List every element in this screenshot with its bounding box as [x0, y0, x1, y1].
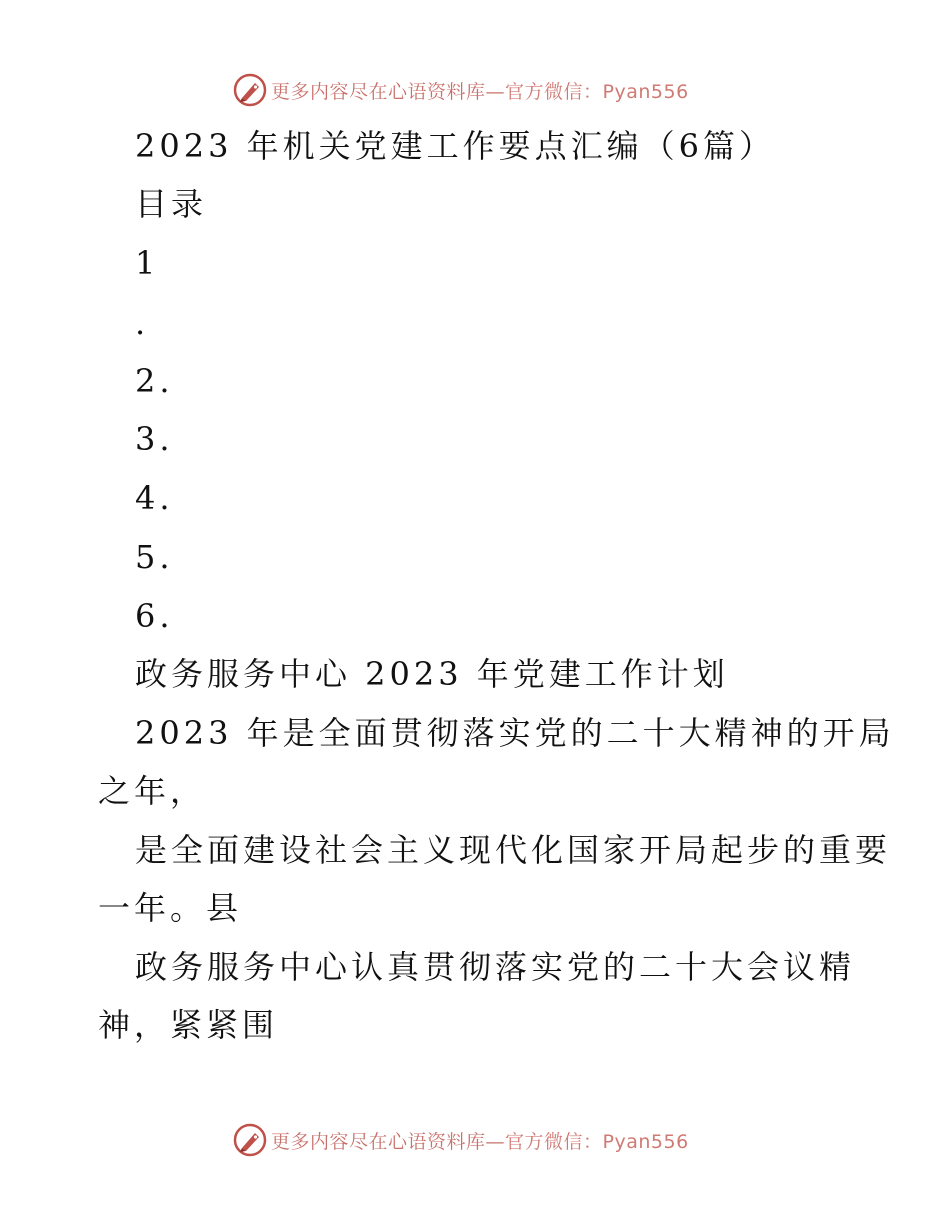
section-title: 政务服务中心 2023 年党建工作计划 [135, 655, 729, 693]
document-title: 2023 年机关党建工作要点汇编（6篇） [135, 127, 775, 165]
paragraph-line: 是全面建设社会主义现代化国家开局起步的重要 [135, 831, 892, 869]
toc-item: 1 [135, 244, 160, 282]
toc-item: 3. [135, 420, 174, 458]
watermark-banner-bottom [233, 1120, 689, 1160]
toc-item: 4. [135, 479, 174, 517]
toc-item: 2. [135, 362, 174, 400]
watermark-text [271, 77, 689, 104]
watermark-separator: — [485, 1130, 506, 1153]
toc-item: 5. [135, 538, 174, 576]
watermark-separator: — [485, 80, 506, 103]
paragraph-line: 政务服务中心认真贯彻落实党的二十大会议精 [135, 948, 856, 986]
watermark-brand: 更多内容尽在心语资料库 [271, 80, 486, 103]
watermark-wechat: 官方微信：Pyan556 [505, 80, 689, 103]
pen-logo-icon [233, 1123, 267, 1157]
paragraph-line: 神，紧紧围 [98, 1006, 279, 1044]
toc-item: 6. [135, 597, 174, 635]
watermark-text [271, 1127, 689, 1154]
watermark-banner-top [233, 70, 689, 110]
toc-item: . [135, 304, 150, 342]
watermark-wechat: 官方微信：Pyan556 [505, 1130, 689, 1153]
paragraph-line: 2023 年是全面贯彻落实党的二十大精神的开局 [135, 714, 895, 752]
toc-heading: 目录 [135, 185, 208, 223]
paragraph-line: 一年。县 [98, 889, 243, 927]
pen-logo-icon [233, 73, 267, 107]
watermark-brand: 更多内容尽在心语资料库 [271, 1130, 486, 1153]
paragraph-line: 之年， [98, 772, 207, 810]
